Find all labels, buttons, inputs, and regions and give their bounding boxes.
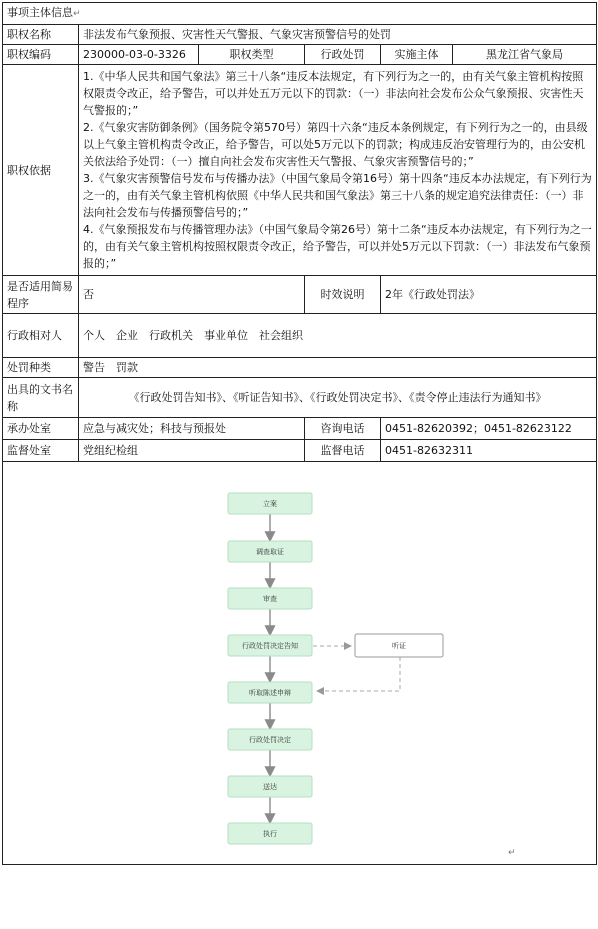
simple-label: 是否适用简易程序 [3,276,79,314]
flow-step-review [228,588,312,609]
subject-label: 实施主体 [381,45,453,65]
target-label: 行政相对人 [3,314,79,358]
svg-text:调查取证: 调查取证 [256,548,284,556]
matter-table [2,2,597,865]
supervise-phone-label: 监督电话 [305,440,381,462]
flow-step-investigate [228,541,312,562]
subject-value: 黑龙江省气象局 [453,45,597,65]
office-label: 承办处室 [3,418,79,440]
simple-value: 否 [79,276,305,314]
svg-text:立案: 立案 [263,500,277,508]
target-value: 个人 企业 行政机关 事业单位 社会组织 [79,314,597,358]
basis-value [79,65,597,276]
flow-step-statement [228,682,312,703]
penalty-value: 警告 罚款 [79,358,597,378]
name-label: 职权名称 [3,25,79,45]
flowchart-cell [3,462,597,865]
flow-step-notify [228,635,312,656]
consult-phone-value: 0451-82620392；0451-82623122 [381,418,597,440]
basis-label: 职权依据 [3,65,79,276]
time-value: 2年《行政处罚法》 [381,276,597,314]
code-value: 230000-03-0-3326 [79,45,199,65]
flow-step-register [228,493,312,514]
documents-value: 《行政处罚告知书》、《听证告知书》、《行政处罚决定书》、《责令停止违法行为通知书》 [79,378,597,418]
type-label: 职权类型 [199,45,305,65]
basis-item-1: 1.《中华人民共和国气象法》第三十八条“违反本法规定，有下列行为之一的，由有关气象主管机构按照权限责令改正，给予警告，可以并处五万元以下的罚款：（一）非法向社会发布公众气象预报、灾害性天气警报的；” [83,70,584,117]
flow-step-execute [228,823,312,844]
svg-text:听取陈述申辩: 听取陈述申辩 [249,689,291,697]
flow-step-deliver [228,776,312,797]
type-value: 行政处罚 [305,45,381,65]
table-header: 事项主体信息↵ [3,3,597,25]
documents-label: 出具的文书名称 [3,378,79,418]
name-value: 非法发布气象预报、灾害性天气警报、气象灾害预警信号的处罚 [79,25,597,45]
basis-item-3: 3.《气象灾害预警信号发布与传播办法》（中国气象局令第16号）第十四条“违反本办法规定，有下列行为之一的，由有关气象主管机构依照《中华人民共和国气象法》第三十八条的规定追究法律责任：（一）非法向社会发布与传播预警信号的；” [83,172,592,219]
flow-step-hearing [355,634,443,657]
code-label: 职权编码 [3,45,79,65]
svg-text:送达: 送达 [263,783,277,791]
supervise-label: 监督处室 [3,440,79,462]
supervise-value: 党组纪检组 [79,440,305,462]
consult-phone-label: 咨询电话 [305,418,381,440]
office-value: 应急与减灾处；科技与预报处 [79,418,305,440]
svg-text:审查: 审查 [263,595,277,603]
arrow-from-hearing [317,657,400,691]
svg-text:行政处罚决定: 行政处罚决定 [249,736,291,744]
basis-item-4: 4.《气象预报发布与传播管理办法》（中国气象局令第26号）第十二条“违反本办法规定，有下列行为之一的，由有关气象主管机构按照权限责令改正，给予警告，可以并处5万元以下罚款：（一）非法发布气象预报的；” [83,223,592,270]
svg-text:行政处罚决定告知: 行政处罚决定告知 [242,642,298,650]
svg-text:执行: 执行 [263,830,277,838]
flow-step-decision [228,729,312,750]
flowchart [3,463,595,863]
time-label: 时效说明 [305,276,381,314]
para-mark: ↵ [508,848,516,858]
supervise-phone-value: 0451-82632311 [381,440,597,462]
penalty-label: 处罚种类 [3,358,79,378]
basis-item-2: 2.《气象灾害防御条例》（国务院令第570号）第四十六条“违反本条例规定，有下列行为之一的，由县级以上气象主管机构责令改正，给予警告，可以处5万元以下的罚款；构成违反治安管理行为的，由公安机关依法给予处罚：（一）擅自向社会发布灾害性天气警报、气象灾害预警信号的；” [83,121,588,168]
svg-text:听证: 听证 [392,642,406,650]
